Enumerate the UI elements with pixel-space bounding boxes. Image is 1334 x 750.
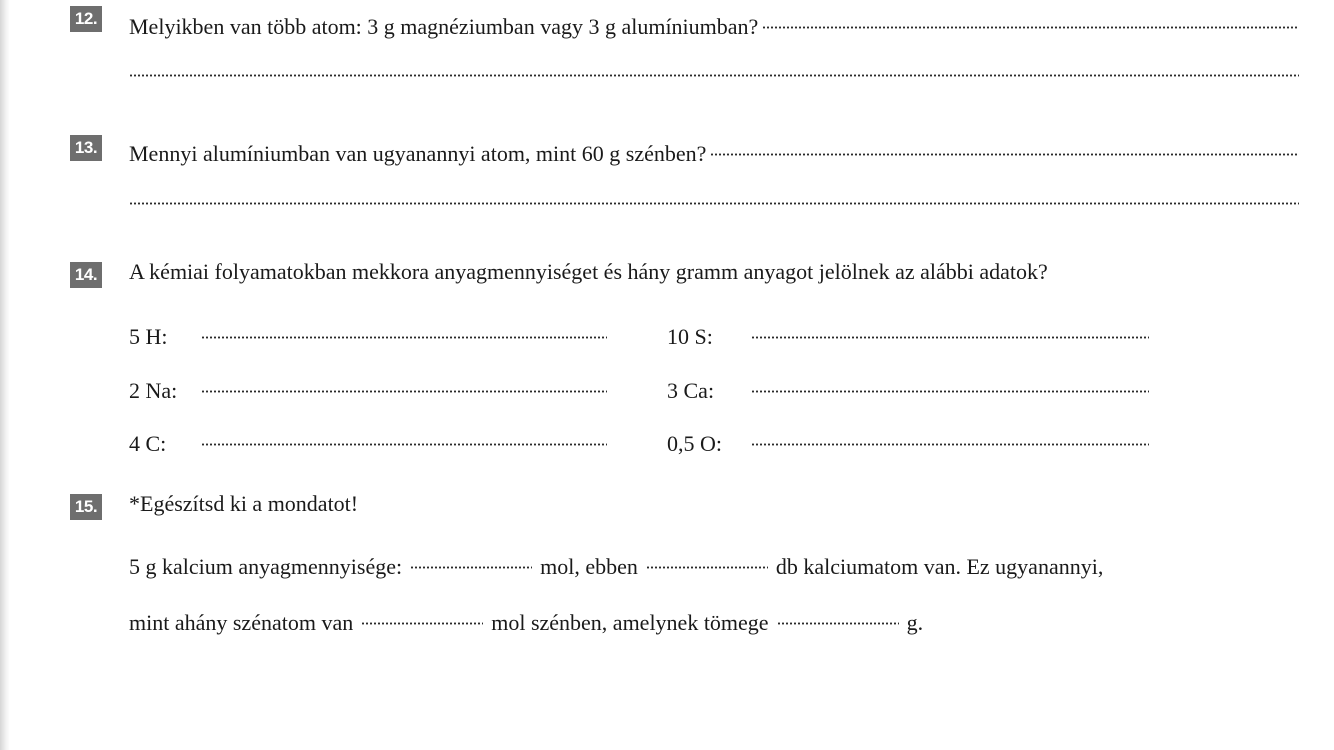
answer-blank[interactable] bbox=[646, 544, 768, 574]
sentence-part: mol, ebben bbox=[540, 554, 638, 579]
answer-blank[interactable] bbox=[201, 314, 607, 344]
sentence-part: db kalciumatom van. Ez ugyanannyi, bbox=[775, 554, 1104, 579]
page-edge-shadow bbox=[0, 0, 10, 750]
question-13-line bbox=[129, 131, 1299, 169]
question-15-instruction bbox=[129, 489, 358, 519]
item-label: 10 S: bbox=[667, 324, 713, 349]
q14-item-10s bbox=[667, 314, 1149, 352]
answer-blank[interactable] bbox=[751, 421, 1149, 451]
item-label: 3 Ca: bbox=[667, 378, 715, 403]
question-12-number: 12. bbox=[70, 6, 102, 32]
sentence-part: 5 g kalcium anyagmennyisége: bbox=[129, 554, 403, 579]
item-label: 0,5 O: bbox=[667, 431, 722, 456]
item-label: 5 H: bbox=[129, 324, 168, 349]
question-13-text: Mennyi alumíniumban van ugyanannyi atom, mint 60 g szénben? bbox=[129, 141, 707, 166]
answer-blank[interactable] bbox=[201, 421, 607, 451]
answer-blank[interactable] bbox=[129, 52, 1299, 82]
answer-blank[interactable] bbox=[129, 180, 1299, 210]
question-14-line bbox=[129, 257, 1048, 287]
q14-item-3ca bbox=[667, 368, 1149, 406]
sentence-part: g. bbox=[906, 610, 924, 635]
q14-item-2na bbox=[129, 368, 607, 406]
question-15-sentence-line-1 bbox=[129, 544, 1103, 582]
q14-item-5h bbox=[129, 314, 607, 352]
question-14-number: 14. bbox=[70, 262, 102, 288]
q14-item-05o bbox=[667, 421, 1149, 459]
question-12-text: Melyikben van több atom: 3 g magnéziumban vagy 3 g alumíniumban? bbox=[129, 14, 759, 39]
answer-blank[interactable] bbox=[201, 368, 607, 398]
question-15-number: 15. bbox=[70, 494, 102, 520]
item-label: 4 C: bbox=[129, 431, 167, 456]
sentence-part: mol szénben, amelynek tömege bbox=[491, 610, 769, 635]
question-14-text: A kémiai folyamatokban mekkora anyagmennyiséget és hány gramm anyagot jelölnek az alábbi adatok? bbox=[129, 259, 1048, 284]
answer-blank[interactable] bbox=[410, 544, 532, 574]
item-label: 2 Na: bbox=[129, 378, 178, 403]
answer-blank[interactable] bbox=[777, 600, 899, 630]
answer-blank[interactable] bbox=[710, 131, 1299, 161]
answer-blank[interactable] bbox=[361, 600, 483, 630]
question-15-sentence-line-2 bbox=[129, 600, 923, 638]
question-12-answer-line bbox=[129, 52, 1299, 82]
q14-item-4c bbox=[129, 421, 607, 459]
answer-blank[interactable] bbox=[751, 314, 1149, 344]
instruction-text: *Egészítsd ki a mondatot! bbox=[129, 491, 359, 516]
answer-blank[interactable] bbox=[762, 4, 1299, 34]
sentence-part: mint ahány szénatom van bbox=[129, 610, 354, 635]
question-13-number: 13. bbox=[70, 135, 102, 161]
question-12-line bbox=[129, 4, 1299, 42]
answer-blank[interactable] bbox=[751, 368, 1149, 398]
question-13-answer-line bbox=[129, 180, 1299, 210]
